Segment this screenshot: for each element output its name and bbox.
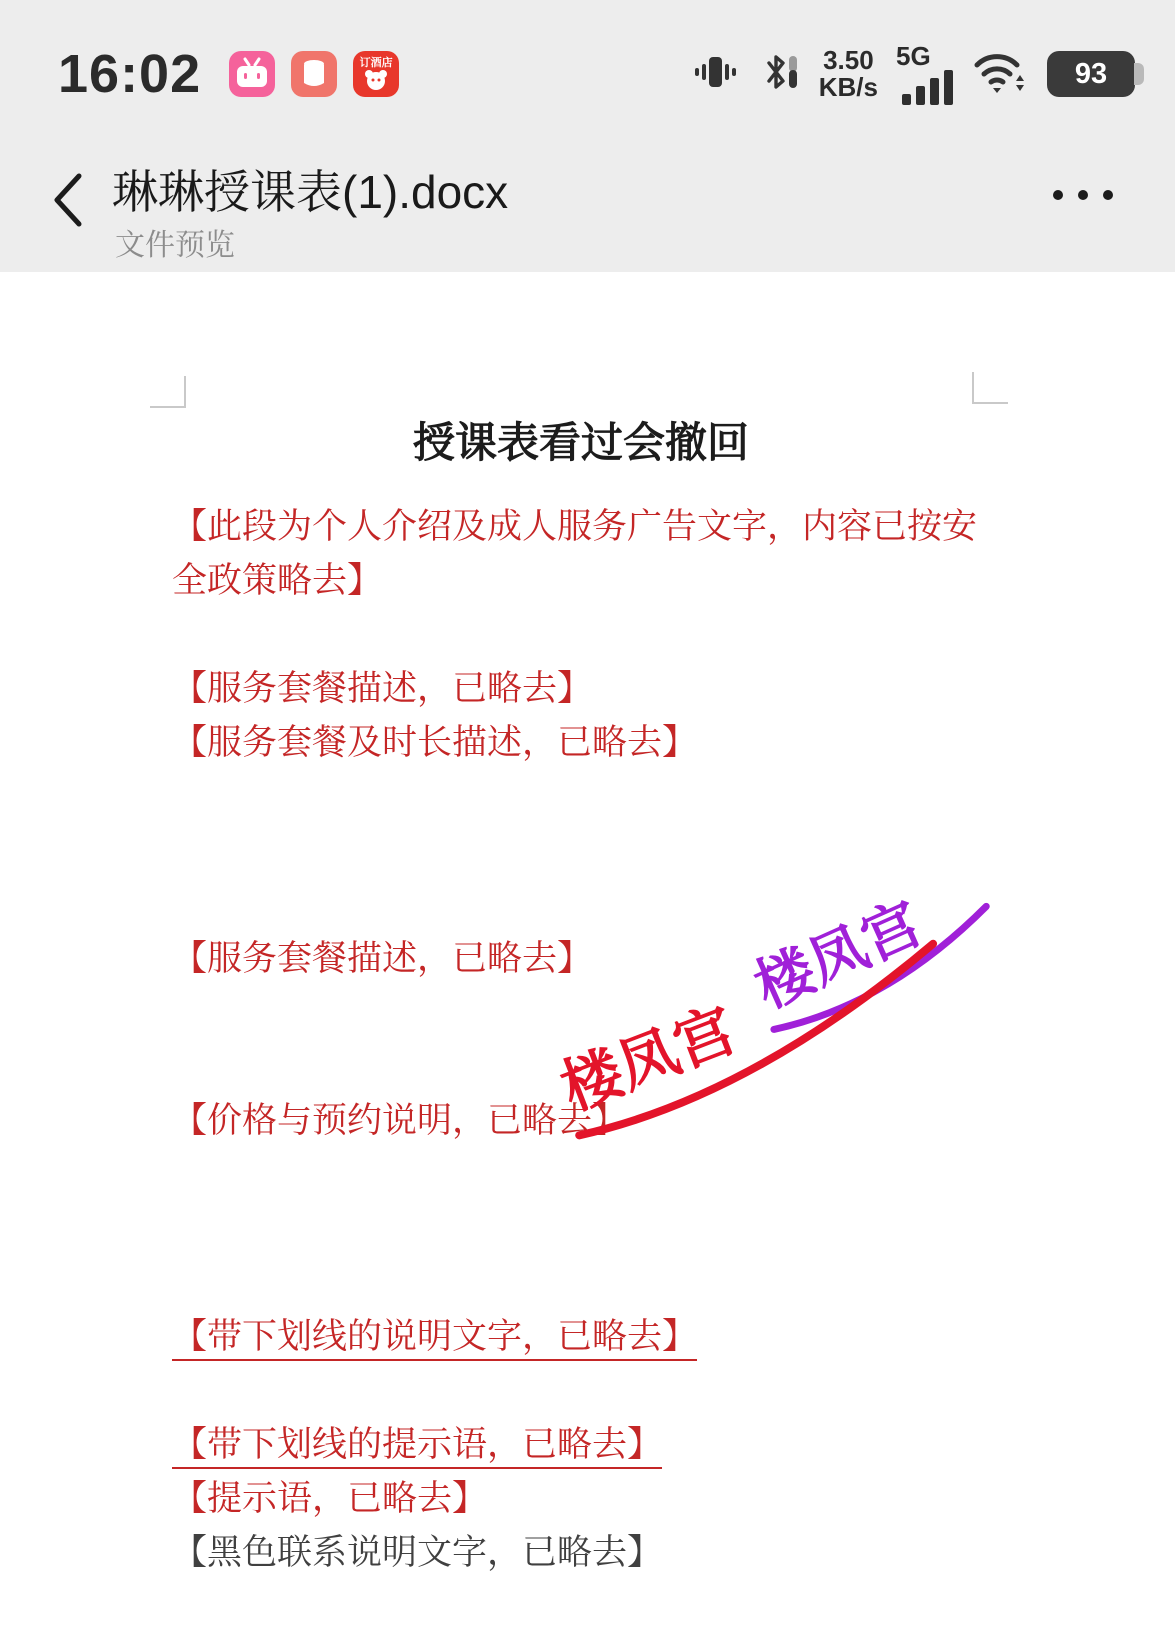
document-paragraph: 【带下划线的提示语，已略去】 (172, 1425, 663, 1464)
hotel-app-label: 订酒店 (359, 57, 393, 69)
document-page[interactable] (0, 272, 1175, 1600)
document-title: 授课表看过会撤回 (412, 419, 749, 466)
top-chrome (0, 0, 1175, 272)
document-paragraph: 【服务套餐及时长描述，已略去】 (172, 723, 698, 762)
document-paragraph: 【服务套餐描述，已略去】 (172, 939, 593, 978)
battery-icon (1047, 51, 1135, 97)
jar-app-icon (291, 51, 337, 97)
status-bar (0, 34, 1175, 114)
clock: 16:02 (58, 44, 202, 104)
page-corner-mark-left (150, 376, 186, 408)
vibrate-icon (693, 50, 737, 99)
network-type-label: 5G (896, 40, 931, 71)
more-options-button[interactable] (1053, 190, 1113, 200)
document-paragraph: 【带下划线的说明文字，已略去】 (172, 1317, 698, 1356)
watermark-text: 楼凤宫 (745, 890, 932, 1021)
document-paragraph: 【价格与预约说明，已略去】 (172, 1101, 628, 1140)
notification-app-icons (229, 51, 399, 97)
page-corner-mark-right (972, 372, 1008, 404)
file-preview-header (0, 130, 1175, 272)
hotel-booking-app-icon (353, 51, 399, 97)
file-name: 琳琳授课表(1).docx (112, 166, 509, 218)
signal-bars-icon (902, 70, 953, 105)
document-paragraph: 【黑色联系说明文字，已略去】 (172, 1533, 663, 1572)
document-body (172, 500, 992, 1634)
document-paragraph: 【提示语，已略去】 (172, 1479, 488, 1518)
document-paragraph: 【此段为个人介绍及成人服务广告文字，内容已按安全政策略去】 (172, 507, 978, 600)
network-speed: 3.50 KB/s (818, 45, 878, 102)
wifi-icon (971, 49, 1029, 100)
bilibili-app-icon (229, 51, 275, 97)
battery-percent: 93 (1074, 57, 1108, 90)
watermark-text: 楼凤宫 (552, 995, 745, 1123)
bluetooth-icon (755, 50, 801, 99)
cellular-signal (896, 40, 953, 105)
preview-label: 文件预览 (115, 229, 235, 262)
document-paragraph: 【服务套餐描述，已略去】 (172, 669, 593, 708)
back-button[interactable] (40, 160, 96, 240)
